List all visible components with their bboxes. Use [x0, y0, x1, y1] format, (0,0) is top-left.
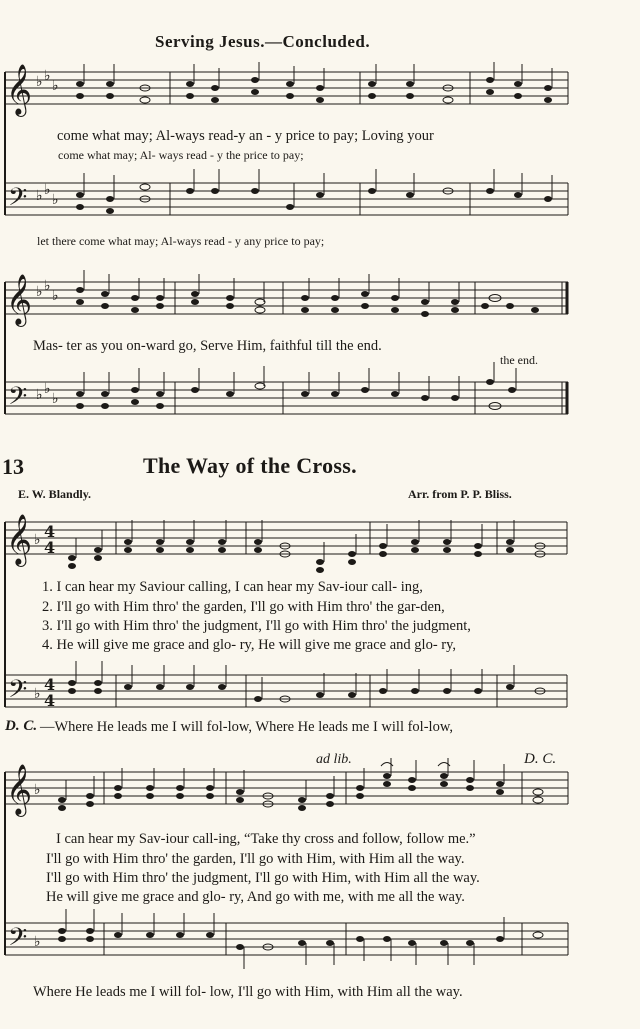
lyric-line-d: Mas- ter as you on-ward go, Serve Him, faithful till the end. [33, 338, 382, 354]
svg-text:♭: ♭ [44, 68, 51, 84]
lyric-line-a: come what may; Al-ways read-y an - y price to pay; Loving your [57, 128, 434, 144]
svg-text:♭: ♭ [34, 782, 41, 798]
svg-text:♭: ♭ [52, 288, 59, 304]
svg-text:♭: ♭ [52, 391, 59, 407]
dc-lyric-line: —Where He leads me I will fol-low, Where He leads me I will fol-low, [40, 719, 453, 735]
bass-lyric-line: Where He leads me I will fol- low, I'll go with Him, with Him all the way. [33, 984, 463, 1000]
svg-text:♭: ♭ [36, 284, 43, 300]
dc-label: D. C. [5, 718, 38, 734]
hymn-title: The Way of the Cross. [143, 453, 357, 478]
svg-text:4: 4 [44, 538, 56, 557]
svg-text:♭: ♭ [52, 192, 59, 208]
refrain-line-4: He will give me grace and glo- ry, And go with me, with me all the way. [46, 889, 465, 905]
dc-mark: D. C. [524, 751, 557, 767]
svg-text:𝄢: 𝄢 [8, 183, 28, 218]
svg-text:♭: ♭ [44, 381, 51, 397]
svg-text:𝄞: 𝄞 [6, 764, 33, 815]
lyric-line-e: the end. [500, 353, 538, 367]
continued-title: Serving Jesus.—Concluded. [155, 32, 371, 51]
svg-text:♭: ♭ [34, 532, 41, 548]
refrain-line-3: I'll go with Him thro' the judgment, I'll go with Him, with Him all the way. [46, 870, 480, 886]
svg-text:𝄞: 𝄞 [6, 64, 33, 115]
verse-line-1: 1. I can hear my Saviour calling, I can hear my Sav-iour call- ing, [42, 579, 423, 595]
svg-text:♭: ♭ [44, 182, 51, 198]
ad-lib-mark: ad lib. [316, 752, 352, 767]
verse-line-3: 3. I'll go with Him thro' the judgment, I'll go with Him thro' the judgment, [42, 618, 471, 634]
svg-text:♭: ♭ [36, 387, 43, 403]
svg-text:♭: ♭ [36, 188, 43, 204]
svg-text:♭: ♭ [34, 934, 41, 950]
staff-system-2 [0, 270, 640, 440]
lyric-line-b: come what may; Al- ways read - y the price to pay; [58, 148, 304, 162]
svg-text:𝄞: 𝄞 [6, 274, 33, 325]
svg-text:4: 4 [44, 675, 56, 694]
svg-text:𝄢: 𝄢 [8, 675, 28, 710]
refrain-line-2: I'll go with Him thro' the garden, I'll go with Him, with Him all the way. [46, 851, 465, 867]
svg-text:♭: ♭ [44, 278, 51, 294]
hymn-number: 13 [2, 454, 24, 479]
svg-text:𝄞: 𝄞 [6, 514, 33, 565]
verse-line-2: 2. I'll go with Him thro' the garden, I'll go with Him thro' the gar-den, [42, 599, 445, 615]
refrain-line-1: I can hear my Sav-iour call-ing, “Take thy cross and follow, follow me.” [56, 831, 476, 847]
svg-text:♭: ♭ [36, 74, 43, 90]
svg-text:♭: ♭ [34, 686, 41, 702]
svg-text:4: 4 [44, 522, 56, 541]
svg-text:4: 4 [44, 691, 56, 710]
svg-text:𝄢: 𝄢 [8, 923, 28, 958]
lyric-line-c: let there come what may; Al-ways read - y any price to pay; [37, 234, 325, 248]
arranger-credit: Arr. from P. P. Bliss. [408, 487, 512, 501]
svg-text:♭: ♭ [52, 78, 59, 94]
verse-line-4: 4. He will give me grace and glo- ry, He will give me grace and glo- ry, [42, 637, 457, 653]
svg-text:𝄢: 𝄢 [8, 382, 28, 417]
author-credit: E. W. Blandly. [18, 487, 92, 501]
